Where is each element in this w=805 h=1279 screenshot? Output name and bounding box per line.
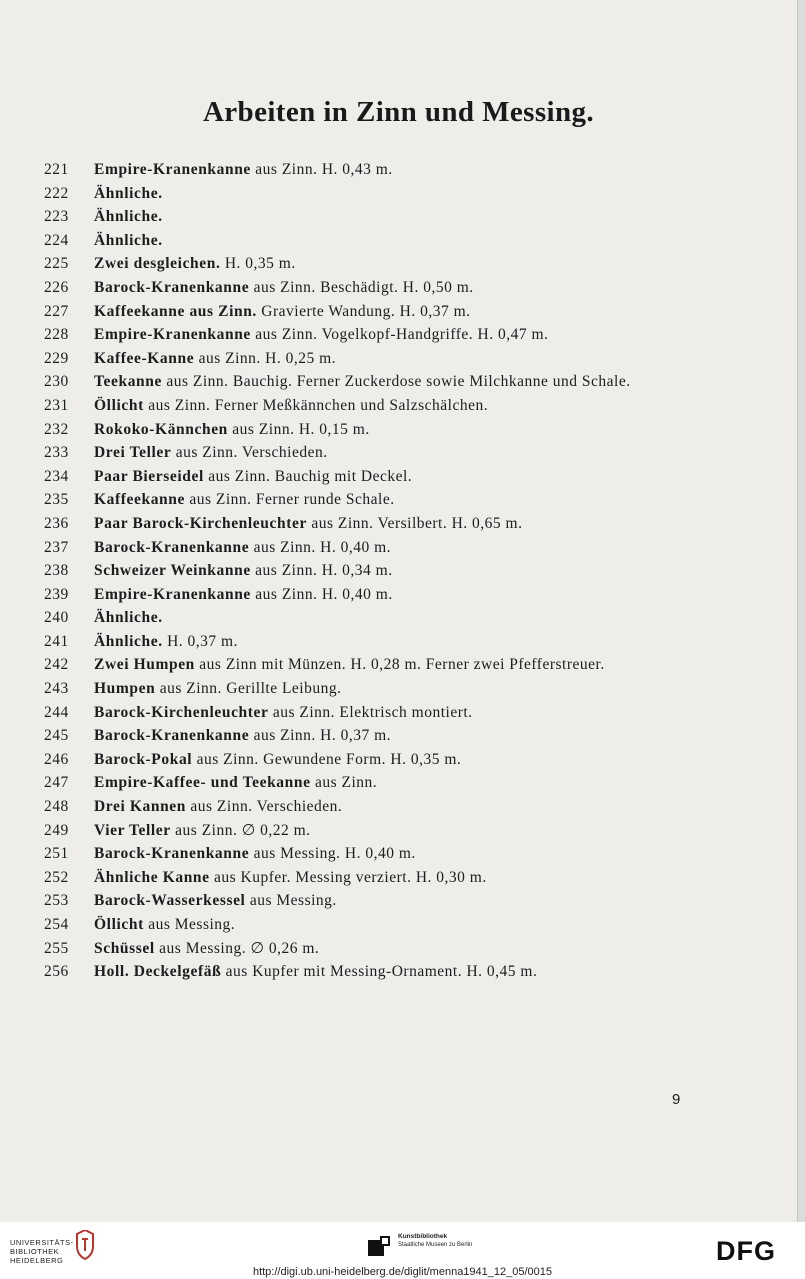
page-title: Arbeiten in Zinn und Messing.	[202, 96, 595, 128]
entry-description	[94, 583, 694, 607]
entry-details: aus Zinn. H. 0,40 m.	[250, 585, 393, 603]
entry-details: aus Zinn. Vogelkopf-Handgriffe. H. 0,47 m.	[250, 326, 549, 344]
entry-description	[94, 370, 694, 394]
entry-description	[94, 866, 694, 890]
entry-number: 233	[44, 444, 69, 462]
kunstbibliothek-logo[interactable]	[398, 1232, 472, 1250]
entry-number: 226	[44, 278, 69, 296]
entry-description	[94, 677, 694, 701]
catalog-entry	[44, 653, 694, 677]
entry-item-name: Paar Barock-Kirchenleuchter	[94, 514, 307, 532]
entry-description	[94, 158, 694, 182]
university-logo-line: HEIDELBERG	[10, 1256, 64, 1265]
catalog-entry	[44, 252, 694, 276]
entry-description	[94, 701, 694, 725]
entry-description	[94, 441, 694, 465]
entry-description	[94, 323, 694, 347]
entry-item-name: Ähnliche.	[94, 184, 163, 202]
entry-description	[94, 771, 694, 795]
entry-description	[94, 488, 694, 512]
entry-number: 256	[44, 963, 69, 981]
entry-details: aus Zinn. H. 0,43 m.	[250, 161, 393, 178]
entry-number: 221	[44, 161, 69, 178]
catalog-entry	[44, 158, 694, 182]
entry-item-name: Ähnliche.	[94, 208, 163, 226]
entry-description	[94, 889, 694, 913]
kunstbibliothek-logo-icon	[368, 1236, 390, 1258]
entry-number: 247	[44, 774, 69, 792]
entry-details: H. 0,37 m.	[162, 632, 238, 650]
entry-details: aus Zinn.	[310, 774, 378, 792]
entry-description	[94, 724, 694, 748]
catalog-entry	[44, 771, 694, 795]
catalog-entry	[44, 300, 694, 324]
source-url-link[interactable]: http://digi.ub.uni-heidelberg.de/diglit/menna1941_12_05/0015	[252, 1266, 553, 1278]
entry-number: 243	[44, 680, 69, 698]
catalog-entry	[44, 276, 694, 300]
entry-description	[94, 182, 694, 206]
entry-item-name: Ähnliche.	[94, 632, 163, 650]
catalog-entry	[44, 347, 694, 371]
catalog-entry	[44, 229, 694, 253]
entry-details: aus Zinn. Bauchig mit Deckel.	[203, 467, 413, 485]
entry-details: aus Zinn. Beschädigt. H. 0,50 m.	[249, 278, 474, 296]
entry-item-name: Rokoko-Kännchen	[94, 420, 228, 438]
entry-description	[94, 418, 694, 442]
entry-item-name: Ähnliche.	[94, 609, 163, 627]
catalog-entry	[44, 606, 694, 630]
entry-description	[94, 205, 694, 229]
catalog-entry	[44, 677, 694, 701]
catalog-entry	[44, 842, 694, 866]
catalog-entry	[44, 536, 694, 560]
entry-details: aus Zinn. H. 0,37 m.	[249, 727, 392, 745]
catalog-entry	[44, 205, 694, 229]
page-number: 9	[672, 1091, 681, 1108]
entry-item-name: Barock-Wasserkessel	[94, 892, 246, 910]
catalog-entry	[44, 866, 694, 890]
entry-details: aus Messing.	[143, 916, 236, 933]
catalog-entry	[44, 323, 694, 347]
kunstbibliothek-title: Kunstbibliothek	[398, 1233, 448, 1240]
entry-number: 231	[44, 396, 69, 414]
entry-item-name: Öllicht	[94, 396, 144, 414]
entry-item-name: Empire-Kranenkanne	[94, 326, 251, 344]
entry-item-name: Zwei Humpen	[94, 656, 195, 674]
entry-number: 228	[44, 326, 69, 344]
entry-details: aus Zinn. Verschieden.	[186, 798, 343, 816]
catalog-entry	[44, 488, 694, 512]
entry-number: 238	[44, 562, 69, 580]
entry-item-name: Barock-Pokal	[94, 750, 193, 768]
catalog-entry	[44, 701, 694, 725]
catalog-entry	[44, 512, 694, 536]
catalog-entry	[44, 583, 694, 607]
entry-item-name: Drei Teller	[94, 444, 172, 462]
entry-item-name: Vier Teller	[94, 821, 171, 839]
entry-item-name: Barock-Kirchenleuchter	[94, 703, 269, 721]
catalog-entry	[44, 630, 694, 654]
entry-details: aus Zinn. H. 0,25 m.	[194, 349, 336, 367]
entry-number: 234	[44, 467, 69, 485]
entry-description	[94, 300, 694, 324]
entry-number: 244	[44, 703, 69, 721]
entry-number: 237	[44, 538, 69, 556]
entry-item-name: Barock-Kranenkanne	[94, 727, 250, 745]
entry-details: aus Messing. H. 0,40 m.	[249, 845, 416, 863]
catalog-entry	[44, 418, 694, 442]
entry-description	[94, 748, 694, 772]
entry-item-name: Kaffeekanne	[94, 491, 185, 509]
university-logo-line: UNIVERSITÄTS-	[10, 1238, 74, 1247]
entry-item-name: Kaffee-Kanne	[94, 349, 195, 367]
entry-number: 253	[44, 892, 69, 910]
catalog-entry	[44, 960, 694, 984]
entry-number: 245	[44, 727, 69, 745]
entry-details: aus Zinn. H. 0,40 m.	[249, 538, 392, 556]
entry-details: aus Zinn. Verschieden.	[171, 444, 328, 462]
catalog-entry	[44, 441, 694, 465]
entry-details: aus Zinn. H. 0,15 m.	[227, 420, 370, 438]
entry-description	[94, 653, 694, 677]
university-logo-line: BIBLIOTHEK	[10, 1247, 60, 1256]
entry-item-name: Barock-Kranenkanne	[94, 278, 250, 296]
entry-details: aus Messing.	[245, 892, 337, 910]
entry-number: 225	[44, 255, 69, 273]
entry-number: 241	[44, 632, 69, 650]
entry-item-name: Schüssel	[94, 939, 155, 957]
dfg-logo[interactable]: DFG	[716, 1236, 776, 1266]
entry-description	[94, 394, 694, 418]
entry-list	[44, 158, 694, 984]
catalog-entry	[44, 182, 694, 206]
entry-number: 222	[44, 184, 69, 202]
entry-description	[94, 795, 694, 819]
entry-item-name: Empire-Kaffee- und Teekanne	[94, 774, 311, 792]
entry-description	[94, 229, 694, 253]
entry-details: aus Zinn. Ferner runde Schale.	[184, 491, 395, 509]
entry-item-name: Teekanne	[94, 373, 162, 391]
entry-details: aus Zinn. Gerillte Leibung.	[155, 680, 342, 698]
entry-item-name: Ähnliche Kanne	[94, 868, 210, 886]
entry-description	[94, 960, 694, 984]
entry-item-name: Schweizer Weinkanne	[94, 562, 251, 580]
entry-item-name: Drei Kannen	[94, 798, 187, 816]
entry-item-name: Humpen	[94, 680, 156, 698]
digitization-footer	[0, 1222, 805, 1279]
entry-details: aus Kupfer mit Messing-Ornament. H. 0,45 m.	[221, 963, 538, 981]
catalog-entry	[44, 370, 694, 394]
catalog-entry	[44, 465, 694, 489]
entry-description	[94, 465, 694, 489]
catalog-entry	[44, 795, 694, 819]
entry-number: 251	[44, 845, 69, 863]
entry-description	[94, 819, 694, 843]
catalog-entry	[44, 559, 694, 583]
entry-details: aus Kupfer. Messing verziert. H. 0,30 m.	[209, 868, 487, 886]
entry-number: 224	[44, 231, 69, 249]
entry-number: 254	[44, 916, 69, 933]
catalog-entry	[44, 748, 694, 772]
entry-number: 252	[44, 868, 69, 886]
entry-details: aus Zinn. Bauchig. Ferner Zuckerdose sowie Milchkanne und Schale.	[161, 373, 631, 391]
entry-item-name: Kaffeekanne aus Zinn.	[94, 302, 257, 320]
catalog-entry	[44, 394, 694, 418]
catalog-entry	[44, 889, 694, 913]
entry-details: aus Zinn. Elektrisch montiert.	[268, 703, 473, 721]
entry-description	[94, 252, 694, 276]
entry-description	[94, 536, 694, 560]
kunstbibliothek-subtitle: Staatliche Museen zu Berlin	[398, 1242, 473, 1248]
entry-number: 248	[44, 798, 69, 816]
entry-number: 235	[44, 491, 69, 509]
entry-details: aus Zinn. Ferner Meßkännchen und Salzschälchen.	[143, 396, 489, 414]
entry-number: 230	[44, 373, 69, 391]
entry-description	[94, 842, 694, 866]
entry-number: 242	[44, 656, 69, 674]
entry-item-name: Barock-Kranenkanne	[94, 538, 250, 556]
entry-description	[94, 276, 694, 300]
entry-description	[94, 512, 694, 536]
entry-description	[94, 630, 694, 654]
entry-details: Gravierte Wandung. H. 0,37 m.	[256, 302, 471, 320]
entry-number: 229	[44, 349, 69, 367]
entry-item-name: Barock-Kranenkanne	[94, 845, 250, 863]
entry-number: 240	[44, 609, 69, 627]
entry-item-name: Holl. Deckelgefäß	[94, 963, 222, 981]
entry-item-name: Paar Bierseidel	[94, 467, 204, 485]
entry-description	[94, 913, 694, 937]
catalog-entry	[44, 724, 694, 748]
catalog-entry	[44, 819, 694, 843]
entry-number: 232	[44, 420, 69, 438]
entry-item-name: Empire-Kranenkanne	[94, 585, 251, 603]
entry-number: 236	[44, 514, 69, 532]
entry-details: aus Zinn mit Münzen. H. 0,28 m. Ferner zwei Pfefferstreuer.	[194, 656, 605, 674]
entry-details: aus Zinn. Versilbert. H. 0,65 m.	[306, 514, 523, 532]
entry-item-name: Ähnliche.	[94, 231, 163, 249]
university-seal-icon	[74, 1230, 96, 1260]
catalog-entry	[44, 937, 694, 961]
catalog-entry	[44, 913, 694, 937]
entry-number: 249	[44, 821, 69, 839]
entry-item-name: Zwei desgleichen.	[94, 255, 221, 273]
entry-details: aus Zinn. H. 0,34 m.	[250, 562, 393, 580]
entry-details: aus Messing. ∅ 0,26 m.	[154, 939, 320, 957]
entry-details: aus Zinn. Gewundene Form. H. 0,35 m.	[192, 750, 462, 768]
entry-item-name: Empire-Kranenkanne	[94, 161, 251, 178]
entry-number: 227	[44, 302, 69, 320]
entry-number: 255	[44, 939, 69, 957]
university-library-logo[interactable]	[10, 1238, 74, 1265]
entry-details: H. 0,35 m.	[220, 255, 296, 273]
entry-description	[94, 937, 694, 961]
entry-item-name: Öllicht	[94, 916, 144, 933]
entry-number: 239	[44, 585, 69, 603]
entry-details: aus Zinn. ∅ 0,22 m.	[170, 821, 311, 839]
entry-number: 223	[44, 208, 69, 226]
entry-description	[94, 559, 694, 583]
entry-description	[94, 347, 694, 371]
entry-number: 246	[44, 750, 69, 768]
entry-description	[94, 606, 694, 630]
